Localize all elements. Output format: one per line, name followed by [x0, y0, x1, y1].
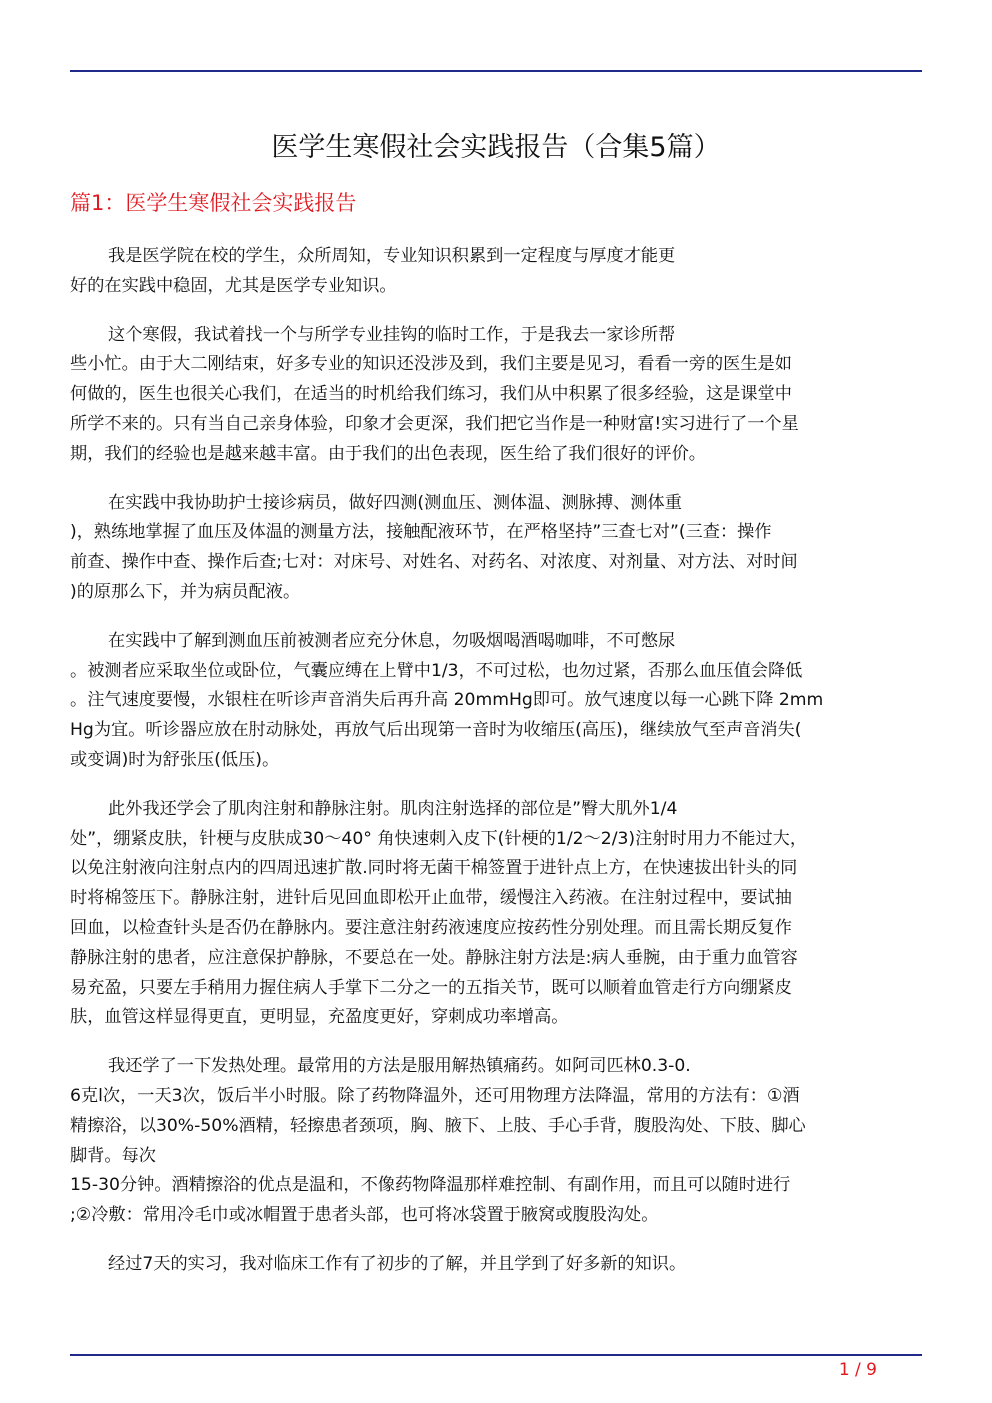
paragraph-line: 回血，以检查针头是否仍在静脉内。要注意注射药液速度应按药性分别处理。而且需长期反复作 — [70, 917, 792, 938]
section-heading: 篇1：医学生寒假社会实践报告 — [70, 191, 357, 215]
paragraph-line: 在实践中我协助护士接诊病员，做好四测(测血压、测体温、测脉搏、测体重 — [108, 492, 682, 513]
paragraph — [70, 1052, 922, 1231]
footer-rule — [70, 1354, 922, 1356]
paragraph-line: 这个寒假，我试着找一个与所学专业挂钩的临时工作，于是我去一家诊所帮 — [108, 324, 676, 345]
document-body — [70, 242, 922, 1299]
paragraph-line: Hg为宜。听诊器应放在肘动脉处，再放气后出现第一音时为收缩压(高压)，继续放气至声音消失( — [70, 720, 802, 741]
paragraph — [70, 627, 922, 776]
paragraph-line: 好的在实践中稳固，尤其是医学专业知识。 — [70, 275, 397, 296]
header-rule — [70, 70, 922, 72]
paragraph-line: 何做的，医生也很关心我们，在适当的时机给我们练习，我们从中积累了很多经验，这是课堂中 — [70, 384, 792, 405]
paragraph-line: 静脉注射的患者，应注意保护静脉，不要总在一处。静脉注射方法是:病人垂腕，由于重力血管容 — [70, 947, 798, 968]
paragraph-line: 我还学了一下发热处理。最常用的方法是服用解热镇痛药。如阿司匹林0.3-0. — [108, 1056, 691, 1077]
paragraph-line: 期，我们的经验也是越来越丰富。由于我们的出色表现，医生给了我们很好的评价。 — [70, 443, 706, 464]
paragraph-line: 精擦浴，以30%-50%酒精，轻擦患者颈项，胸、腋下、上肢、手心手背，腹股沟处、下肢、脚心 — [70, 1115, 806, 1136]
paragraph-line: )的原那么下，并为病员配液。 — [70, 581, 301, 602]
document-title: 医学生寒假社会实践报告（合集5篇） — [271, 132, 721, 163]
paragraph — [70, 489, 922, 608]
paragraph-line: 15-30分钟。酒精擦浴的优点是温和，不像药物降温那样难控制、有副作用，而且可以随时进行 — [70, 1175, 791, 1196]
paragraph-line: 所学不来的。只有当自己亲身体验，印象才会更深，我们把它当作是一种财富!实习进行了一个星 — [70, 413, 799, 434]
paragraph-line: 在实践中了解到测血压前被测者应充分休息，勿吸烟喝酒喝咖啡，不可憋尿 — [108, 630, 676, 651]
paragraph-line: 脚背。每次 — [70, 1145, 156, 1166]
paragraph — [70, 242, 922, 302]
paragraph-line: ;②冷敷：常用冷毛巾或冰帽置于患者头部，也可将冰袋置于腋窝或腹股沟处。 — [70, 1205, 659, 1226]
paragraph-line: 以免注射液向注射点内的四周迅速扩散.同时将无菌干棉签置于进针点上方，在快速拔出针头的同 — [70, 858, 798, 879]
paragraph-line: 时将棉签压下。静脉注射，进针后见回血即松开止血带，缓慢注入药液。在注射过程中，要试抽 — [70, 888, 792, 909]
paragraph — [70, 1250, 922, 1280]
paragraph-line: 此外我还学会了肌肉注射和静脉注射。肌肉注射选择的部位是”臀大肌外1/4 — [108, 798, 678, 819]
paragraph-line: 或变调)时为舒张压(低压)。 — [70, 749, 280, 770]
paragraph-line: 6克l次，一天3次，饭后半小时服。除了药物降温外，还可用物理方法降温，常用的方法有：①酒 — [70, 1085, 800, 1106]
paragraph-line: 我是医学院在校的学生，众所周知，专业知识积累到一定程度与厚度才能更 — [108, 246, 676, 266]
paragraph-line: 些小忙。由于大二刚结束，好多专业的知识还没涉及到，我们主要是见习，看看一旁的医生是如 — [70, 354, 792, 375]
paragraph-line: )，熟练地掌握了血压及体温的测量方法，接触配液环节，在严格坚持”三查七对”(三查：操作 — [70, 522, 772, 543]
paragraph-line: 处”，绷紧皮肤，针梗与皮肤成30～40° 角快速刺入皮下(针梗的1/2～2/3)注射时用力不能过大， — [70, 828, 808, 849]
paragraph-line: 。注气速度要慢，水银柱在听诊声音消失后再升高 20mmHg即可。放气速度以每一心跳下降 2mm — [70, 690, 824, 711]
paragraph-line: 前查、操作中查、操作后查;七对：对床号、对姓名、对药名、对浓度、对剂量、对方法、对时间 — [70, 552, 798, 573]
paragraph-line: 经过7天的实习，我对临床工作有了初步的了解，并且学到了好多新的知识。 — [108, 1253, 687, 1274]
paragraph-line: 。被测者应采取坐位或卧位，气囊应缚在上臂中1/3，不可过松，也勿过紧，否那么血压值会降低 — [70, 660, 803, 681]
page-number: 1 / 9 — [838, 1360, 877, 1380]
paragraph — [70, 795, 922, 1033]
paragraph — [70, 321, 922, 470]
paragraph-line: 易充盈，只要左手稍用力握住病人手掌下二分之一的五指关节，既可以顺着血管走行方向绷紧皮 — [70, 977, 792, 998]
paragraph-line: 肤，血管这样显得更直，更明显，充盈度更好，穿刺成功率增高。 — [70, 1007, 569, 1028]
